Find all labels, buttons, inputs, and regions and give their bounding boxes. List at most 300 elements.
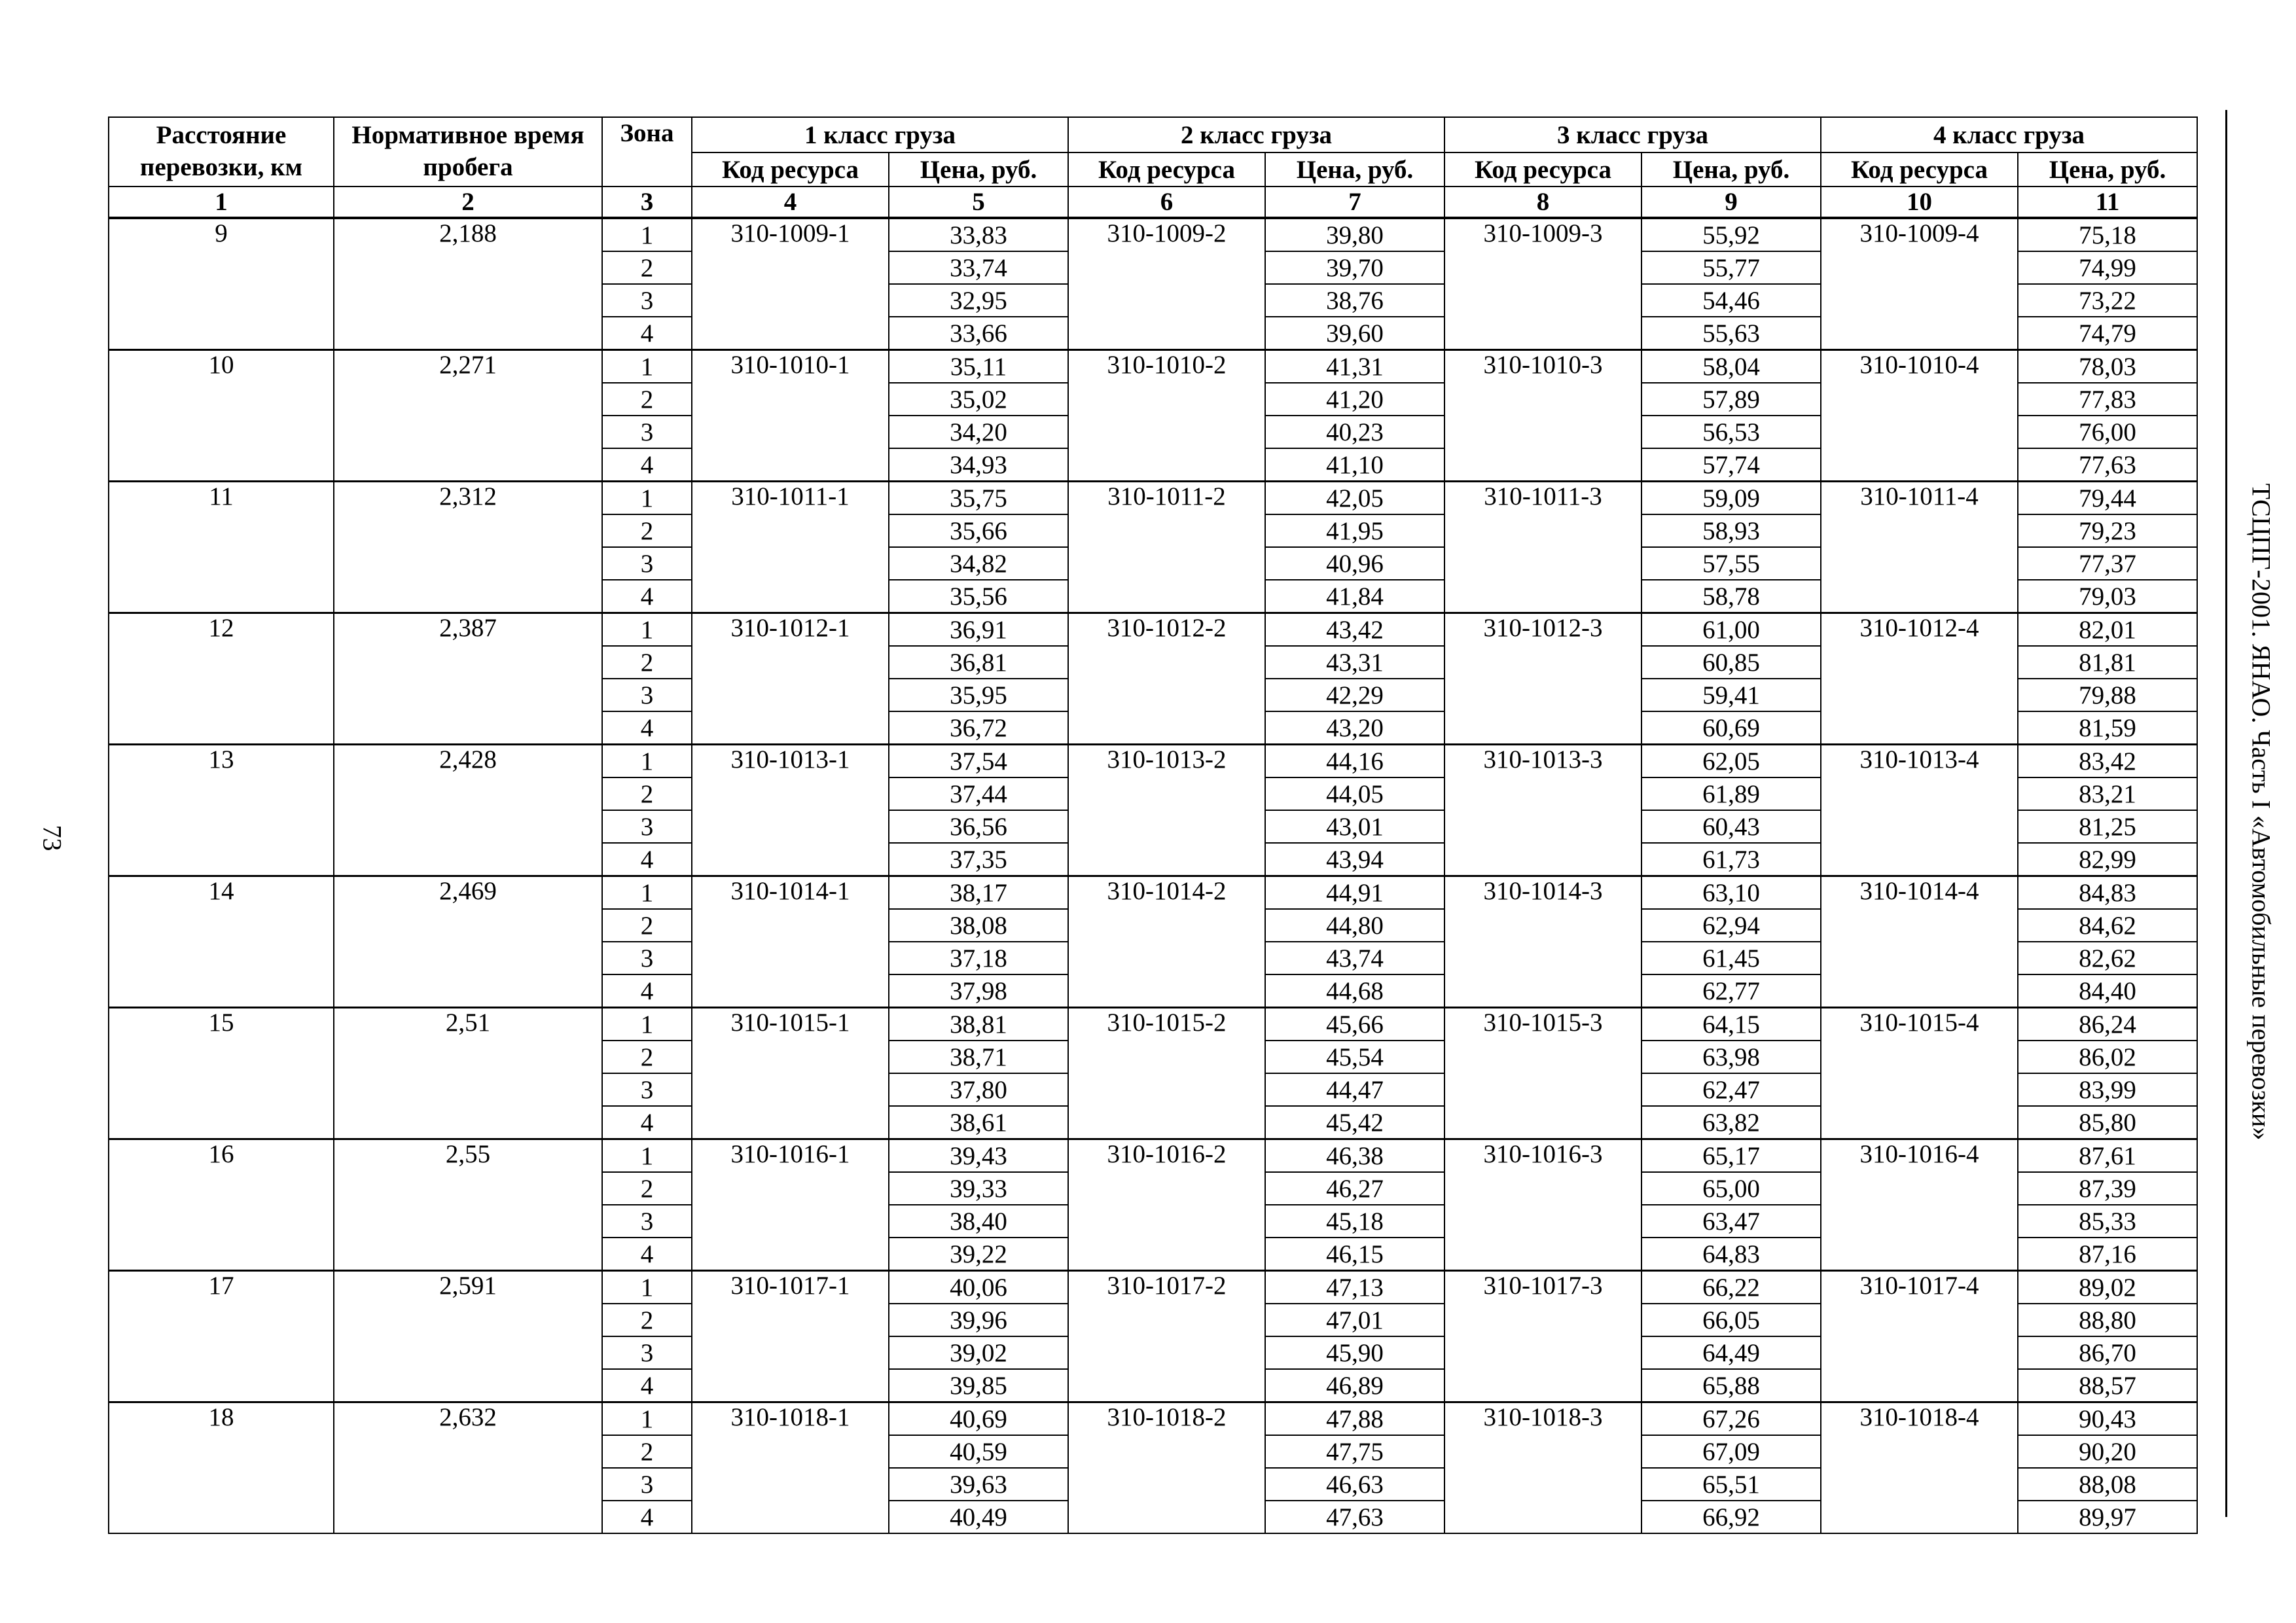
price-cell: 58,04 <box>1641 350 1821 383</box>
price-cell: 60,43 <box>1641 810 1821 843</box>
resource-code-cell: 310-1017-3 <box>1444 1271 1641 1402</box>
price-cell: 63,10 <box>1641 876 1821 910</box>
price-cell: 33,83 <box>889 218 1068 251</box>
price-cell: 35,66 <box>889 514 1068 547</box>
price-cell: 39,43 <box>889 1139 1068 1173</box>
price-cell: 37,18 <box>889 942 1068 974</box>
zone-cell: 1 <box>602 1271 692 1304</box>
price-cell: 87,61 <box>2018 1139 2197 1173</box>
resource-code-cell: 310-1012-3 <box>1444 613 1641 745</box>
zone-cell: 3 <box>602 942 692 974</box>
price-cell: 38,76 <box>1265 284 1444 317</box>
resource-code-cell: 310-1014-1 <box>692 876 889 1008</box>
resource-code-cell: 310-1016-4 <box>1821 1139 2018 1271</box>
distance-cell: 15 <box>109 1008 334 1139</box>
resource-code-cell: 310-1011-3 <box>1444 482 1641 613</box>
price-cell: 37,98 <box>889 974 1068 1008</box>
price-cell: 83,42 <box>2018 745 2197 778</box>
resource-code-cell: 310-1016-1 <box>692 1139 889 1271</box>
price-cell: 46,38 <box>1265 1139 1444 1173</box>
price-cell: 47,63 <box>1265 1501 1444 1533</box>
distance-cell: 16 <box>109 1139 334 1271</box>
column-number: 3 <box>602 187 692 218</box>
column-number: 6 <box>1068 187 1265 218</box>
distance-cell: 14 <box>109 876 334 1008</box>
price-cell: 61,89 <box>1641 777 1821 810</box>
price-cell: 43,94 <box>1265 843 1444 876</box>
tariff-table <box>108 116 2198 1534</box>
price-cell: 85,33 <box>2018 1205 2197 1238</box>
zone-cell: 1 <box>602 1139 692 1173</box>
resource-code-cell: 310-1018-1 <box>692 1402 889 1534</box>
table-row <box>109 1139 2197 1173</box>
price-cell: 43,01 <box>1265 810 1444 843</box>
zone-cell: 4 <box>602 974 692 1008</box>
zone-cell: 3 <box>602 1468 692 1501</box>
price-cell: 84,40 <box>2018 974 2197 1008</box>
price-cell: 84,62 <box>2018 909 2197 942</box>
price-cell: 58,93 <box>1641 514 1821 547</box>
zone-cell: 2 <box>602 1041 692 1073</box>
price-cell: 79,44 <box>2018 482 2197 515</box>
resource-code-cell: 310-1011-4 <box>1821 482 2018 613</box>
price-cell: 74,99 <box>2018 251 2197 284</box>
price-cell: 83,99 <box>2018 1073 2197 1106</box>
distance-cell: 18 <box>109 1402 334 1534</box>
price-cell: 63,82 <box>1641 1106 1821 1139</box>
page-number-text: 73 <box>37 825 67 851</box>
price-cell: 59,41 <box>1641 679 1821 711</box>
zone-cell: 4 <box>602 580 692 613</box>
price-cell: 39,22 <box>889 1238 1068 1271</box>
resource-code-cell: 310-1011-1 <box>692 482 889 613</box>
price-cell: 42,29 <box>1265 679 1444 711</box>
price-cell: 37,54 <box>889 745 1068 778</box>
price-cell: 37,44 <box>889 777 1068 810</box>
time-cell: 2,387 <box>334 613 602 745</box>
distance-cell: 9 <box>109 218 334 350</box>
price-cell: 44,91 <box>1265 876 1444 910</box>
price-cell: 66,05 <box>1641 1304 1821 1336</box>
price-cell: 59,09 <box>1641 482 1821 515</box>
price-cell: 41,31 <box>1265 350 1444 383</box>
column-number: 5 <box>889 187 1068 218</box>
price-cell: 44,05 <box>1265 777 1444 810</box>
price-cell: 46,15 <box>1265 1238 1444 1271</box>
price-cell: 65,51 <box>1641 1468 1821 1501</box>
resource-code-cell: 310-1012-4 <box>1821 613 2018 745</box>
price-cell: 85,80 <box>2018 1106 2197 1139</box>
column-number: 8 <box>1444 187 1641 218</box>
column-number: 1 <box>109 187 334 218</box>
price-cell: 67,09 <box>1641 1435 1821 1468</box>
header-code: Код ресурса <box>1444 152 1641 187</box>
price-cell: 90,43 <box>2018 1402 2197 1436</box>
price-cell: 61,00 <box>1641 613 1821 647</box>
price-cell: 58,78 <box>1641 580 1821 613</box>
distance-cell: 17 <box>109 1271 334 1402</box>
price-cell: 35,56 <box>889 580 1068 613</box>
time-cell: 2,591 <box>334 1271 602 1402</box>
price-cell: 44,68 <box>1265 974 1444 1008</box>
price-cell: 39,63 <box>889 1468 1068 1501</box>
zone-cell: 4 <box>602 1238 692 1271</box>
price-cell: 38,81 <box>889 1008 1068 1041</box>
price-cell: 57,74 <box>1641 448 1821 482</box>
price-cell: 65,17 <box>1641 1139 1821 1173</box>
header-price: Цена, руб. <box>2018 152 2197 187</box>
zone-cell: 3 <box>602 1336 692 1369</box>
zone-cell: 2 <box>602 383 692 416</box>
table-row <box>109 876 2197 910</box>
price-cell: 39,85 <box>889 1369 1068 1402</box>
price-cell: 65,88 <box>1641 1369 1821 1402</box>
price-cell: 55,63 <box>1641 317 1821 350</box>
price-cell: 74,79 <box>2018 317 2197 350</box>
price-cell: 46,27 <box>1265 1172 1444 1205</box>
price-cell: 66,22 <box>1641 1271 1821 1304</box>
price-cell: 34,20 <box>889 416 1068 448</box>
table-row <box>109 1008 2197 1041</box>
price-cell: 47,01 <box>1265 1304 1444 1336</box>
price-cell: 47,88 <box>1265 1402 1444 1436</box>
price-cell: 33,66 <box>889 317 1068 350</box>
zone-cell: 1 <box>602 350 692 383</box>
price-cell: 45,54 <box>1265 1041 1444 1073</box>
price-cell: 45,90 <box>1265 1336 1444 1369</box>
zone-cell: 4 <box>602 711 692 745</box>
price-cell: 40,23 <box>1265 416 1444 448</box>
price-cell: 83,21 <box>2018 777 2197 810</box>
column-number: 2 <box>334 187 602 218</box>
column-number: 10 <box>1821 187 2018 218</box>
price-cell: 45,18 <box>1265 1205 1444 1238</box>
resource-code-cell: 310-1018-4 <box>1821 1402 2018 1534</box>
price-cell: 47,75 <box>1265 1435 1444 1468</box>
price-cell: 87,39 <box>2018 1172 2197 1205</box>
zone-cell: 4 <box>602 448 692 482</box>
price-cell: 33,74 <box>889 251 1068 284</box>
price-cell: 57,89 <box>1641 383 1821 416</box>
price-cell: 41,84 <box>1265 580 1444 613</box>
zone-cell: 2 <box>602 251 692 284</box>
header-distance: Расстояние перевозки, км <box>109 117 334 187</box>
zone-cell: 2 <box>602 646 692 679</box>
price-cell: 82,99 <box>2018 843 2197 876</box>
price-cell: 43,20 <box>1265 711 1444 745</box>
price-cell: 46,63 <box>1265 1468 1444 1501</box>
price-cell: 40,06 <box>889 1271 1068 1304</box>
price-cell: 73,22 <box>2018 284 2197 317</box>
zone-cell: 1 <box>602 1008 692 1041</box>
price-cell: 88,80 <box>2018 1304 2197 1336</box>
resource-code-cell: 310-1013-1 <box>692 745 889 876</box>
column-number: 11 <box>2018 187 2197 218</box>
table-header <box>109 117 2197 218</box>
price-cell: 77,63 <box>2018 448 2197 482</box>
header-code: Код ресурса <box>692 152 889 187</box>
price-cell: 47,13 <box>1265 1271 1444 1304</box>
price-cell: 64,15 <box>1641 1008 1821 1041</box>
zone-cell: 3 <box>602 547 692 580</box>
header-code: Код ресурса <box>1068 152 1265 187</box>
resource-code-cell: 310-1010-2 <box>1068 350 1265 482</box>
price-cell: 39,70 <box>1265 251 1444 284</box>
header-code: Код ресурса <box>1821 152 2018 187</box>
price-cell: 34,93 <box>889 448 1068 482</box>
price-cell: 40,96 <box>1265 547 1444 580</box>
price-cell: 79,88 <box>2018 679 2197 711</box>
price-cell: 54,46 <box>1641 284 1821 317</box>
price-cell: 45,42 <box>1265 1106 1444 1139</box>
zone-cell: 3 <box>602 679 692 711</box>
resource-code-cell: 310-1013-2 <box>1068 745 1265 876</box>
page-number <box>36 812 69 864</box>
side-rule <box>2225 110 2227 1517</box>
resource-code-cell: 310-1016-3 <box>1444 1139 1641 1271</box>
table-body <box>109 218 2197 1533</box>
price-cell: 79,03 <box>2018 580 2197 613</box>
header-class-2: 2 класс груза <box>1068 117 1444 152</box>
price-cell: 40,59 <box>889 1435 1068 1468</box>
zone-cell: 4 <box>602 317 692 350</box>
resource-code-cell: 310-1015-4 <box>1821 1008 2018 1139</box>
price-cell: 34,82 <box>889 547 1068 580</box>
price-cell: 39,02 <box>889 1336 1068 1369</box>
table-row <box>109 218 2197 251</box>
zone-cell: 2 <box>602 1304 692 1336</box>
column-number: 9 <box>1641 187 1821 218</box>
resource-code-cell: 310-1014-3 <box>1444 876 1641 1008</box>
price-cell: 35,11 <box>889 350 1068 383</box>
price-cell: 41,95 <box>1265 514 1444 547</box>
price-cell: 38,61 <box>889 1106 1068 1139</box>
price-cell: 38,40 <box>889 1205 1068 1238</box>
price-cell: 88,08 <box>2018 1468 2197 1501</box>
zone-cell: 4 <box>602 843 692 876</box>
price-cell: 61,73 <box>1641 843 1821 876</box>
zone-cell: 2 <box>602 909 692 942</box>
header-time: Нормативное время пробега <box>334 117 602 187</box>
resource-code-cell: 310-1017-1 <box>692 1271 889 1402</box>
price-cell: 55,92 <box>1641 218 1821 251</box>
price-cell: 62,77 <box>1641 974 1821 1008</box>
resource-code-cell: 310-1015-2 <box>1068 1008 1265 1139</box>
resource-code-cell: 310-1012-2 <box>1068 613 1265 745</box>
price-cell: 44,47 <box>1265 1073 1444 1106</box>
price-cell: 39,96 <box>889 1304 1068 1336</box>
header-class-4: 4 класс груза <box>1821 117 2197 152</box>
table-row <box>109 482 2197 515</box>
price-cell: 36,72 <box>889 711 1068 745</box>
price-cell: 86,24 <box>2018 1008 2197 1041</box>
price-cell: 76,00 <box>2018 416 2197 448</box>
price-cell: 36,56 <box>889 810 1068 843</box>
price-cell: 43,42 <box>1265 613 1444 647</box>
time-cell: 2,312 <box>334 482 602 613</box>
tariff-table-container <box>108 116 2198 1534</box>
resource-code-cell: 310-1018-2 <box>1068 1402 1265 1534</box>
time-cell: 2,188 <box>334 218 602 350</box>
price-cell: 81,81 <box>2018 646 2197 679</box>
price-cell: 62,47 <box>1641 1073 1821 1106</box>
zone-cell: 2 <box>602 777 692 810</box>
price-cell: 62,05 <box>1641 745 1821 778</box>
price-cell: 88,57 <box>2018 1369 2197 1402</box>
time-cell: 2,632 <box>334 1402 602 1534</box>
price-cell: 45,66 <box>1265 1008 1444 1041</box>
time-cell: 2,469 <box>334 876 602 1008</box>
price-cell: 86,02 <box>2018 1041 2197 1073</box>
price-cell: 37,35 <box>889 843 1068 876</box>
resource-code-cell: 310-1013-3 <box>1444 745 1641 876</box>
zone-cell: 4 <box>602 1501 692 1533</box>
resource-code-cell: 310-1009-1 <box>692 218 889 350</box>
zone-cell: 1 <box>602 218 692 251</box>
header-class-1: 1 класс груза <box>692 117 1068 152</box>
price-cell: 38,71 <box>889 1041 1068 1073</box>
header-price: Цена, руб. <box>1265 152 1444 187</box>
time-cell: 2,428 <box>334 745 602 876</box>
distance-cell: 11 <box>109 482 334 613</box>
header-price: Цена, руб. <box>889 152 1068 187</box>
distance-cell: 10 <box>109 350 334 482</box>
price-cell: 63,47 <box>1641 1205 1821 1238</box>
price-cell: 41,20 <box>1265 383 1444 416</box>
distance-cell: 12 <box>109 613 334 745</box>
price-cell: 43,74 <box>1265 942 1444 974</box>
price-cell: 77,83 <box>2018 383 2197 416</box>
price-cell: 84,83 <box>2018 876 2197 910</box>
price-cell: 57,55 <box>1641 547 1821 580</box>
running-title-text: ТСЦПГ-2001. ЯНАО. Часть I «Автомобильные перевозки» <box>2246 483 2276 1140</box>
table-row <box>109 1271 2197 1304</box>
price-cell: 87,16 <box>2018 1238 2197 1271</box>
zone-cell: 1 <box>602 613 692 647</box>
price-cell: 90,20 <box>2018 1435 2197 1468</box>
price-cell: 43,31 <box>1265 646 1444 679</box>
price-cell: 65,00 <box>1641 1172 1821 1205</box>
zone-cell: 1 <box>602 482 692 515</box>
price-cell: 42,05 <box>1265 482 1444 515</box>
zone-cell: 3 <box>602 810 692 843</box>
time-cell: 2,271 <box>334 350 602 482</box>
zone-cell: 3 <box>602 1073 692 1106</box>
price-cell: 82,62 <box>2018 942 2197 974</box>
resource-code-cell: 310-1009-2 <box>1068 218 1265 350</box>
price-cell: 38,17 <box>889 876 1068 910</box>
resource-code-cell: 310-1015-1 <box>692 1008 889 1139</box>
header-zone: Зона <box>602 117 692 187</box>
price-cell: 82,01 <box>2018 613 2197 647</box>
price-cell: 64,49 <box>1641 1336 1821 1369</box>
resource-code-cell: 310-1010-1 <box>692 350 889 482</box>
resource-code-cell: 310-1017-2 <box>1068 1271 1265 1402</box>
price-cell: 60,85 <box>1641 646 1821 679</box>
price-cell: 60,69 <box>1641 711 1821 745</box>
resource-code-cell: 310-1012-1 <box>692 613 889 745</box>
price-cell: 79,23 <box>2018 514 2197 547</box>
table-row <box>109 613 2197 647</box>
resource-code-cell: 310-1016-2 <box>1068 1139 1265 1271</box>
price-cell: 40,49 <box>889 1501 1068 1533</box>
resource-code-cell: 310-1017-4 <box>1821 1271 2018 1402</box>
resource-code-cell: 310-1009-3 <box>1444 218 1641 350</box>
zone-cell: 1 <box>602 745 692 778</box>
price-cell: 64,83 <box>1641 1238 1821 1271</box>
price-cell: 77,37 <box>2018 547 2197 580</box>
price-cell: 86,70 <box>2018 1336 2197 1369</box>
price-cell: 39,60 <box>1265 317 1444 350</box>
time-cell: 2,51 <box>334 1008 602 1139</box>
price-cell: 39,80 <box>1265 218 1444 251</box>
price-cell: 38,08 <box>889 909 1068 942</box>
resource-code-cell: 310-1013-4 <box>1821 745 2018 876</box>
price-cell: 75,18 <box>2018 218 2197 251</box>
price-cell: 61,45 <box>1641 942 1821 974</box>
resource-code-cell: 310-1014-4 <box>1821 876 2018 1008</box>
distance-cell: 13 <box>109 745 334 876</box>
price-cell: 40,69 <box>889 1402 1068 1436</box>
price-cell: 35,02 <box>889 383 1068 416</box>
price-cell: 55,77 <box>1641 251 1821 284</box>
price-cell: 35,95 <box>889 679 1068 711</box>
price-cell: 81,59 <box>2018 711 2197 745</box>
table-row <box>109 1402 2197 1436</box>
zone-cell: 3 <box>602 1205 692 1238</box>
price-cell: 62,94 <box>1641 909 1821 942</box>
zone-cell: 3 <box>602 284 692 317</box>
resource-code-cell: 310-1011-2 <box>1068 482 1265 613</box>
price-cell: 32,95 <box>889 284 1068 317</box>
resource-code-cell: 310-1010-4 <box>1821 350 2018 482</box>
price-cell: 63,98 <box>1641 1041 1821 1073</box>
price-cell: 36,81 <box>889 646 1068 679</box>
table-row <box>109 350 2197 383</box>
zone-cell: 4 <box>602 1106 692 1139</box>
price-cell: 36,91 <box>889 613 1068 647</box>
zone-cell: 2 <box>602 1172 692 1205</box>
price-cell: 39,33 <box>889 1172 1068 1205</box>
header-price: Цена, руб. <box>1641 152 1821 187</box>
price-cell: 56,53 <box>1641 416 1821 448</box>
resource-code-cell: 310-1018-3 <box>1444 1402 1641 1534</box>
resource-code-cell: 310-1010-3 <box>1444 350 1641 482</box>
zone-cell: 3 <box>602 416 692 448</box>
price-cell: 41,10 <box>1265 448 1444 482</box>
price-cell: 89,02 <box>2018 1271 2197 1304</box>
price-cell: 44,16 <box>1265 745 1444 778</box>
zone-cell: 2 <box>602 1435 692 1468</box>
zone-cell: 4 <box>602 1369 692 1402</box>
price-cell: 35,75 <box>889 482 1068 515</box>
running-title <box>2232 465 2291 1158</box>
time-cell: 2,55 <box>334 1139 602 1271</box>
price-cell: 81,25 <box>2018 810 2197 843</box>
price-cell: 37,80 <box>889 1073 1068 1106</box>
resource-code-cell: 310-1015-3 <box>1444 1008 1641 1139</box>
price-cell: 44,80 <box>1265 909 1444 942</box>
resource-code-cell: 310-1009-4 <box>1821 218 2018 350</box>
price-cell: 66,92 <box>1641 1501 1821 1533</box>
zone-cell: 1 <box>602 876 692 910</box>
price-cell: 78,03 <box>2018 350 2197 383</box>
resource-code-cell: 310-1014-2 <box>1068 876 1265 1008</box>
zone-cell: 1 <box>602 1402 692 1436</box>
zone-cell: 2 <box>602 514 692 547</box>
price-cell: 67,26 <box>1641 1402 1821 1436</box>
column-number: 4 <box>692 187 889 218</box>
